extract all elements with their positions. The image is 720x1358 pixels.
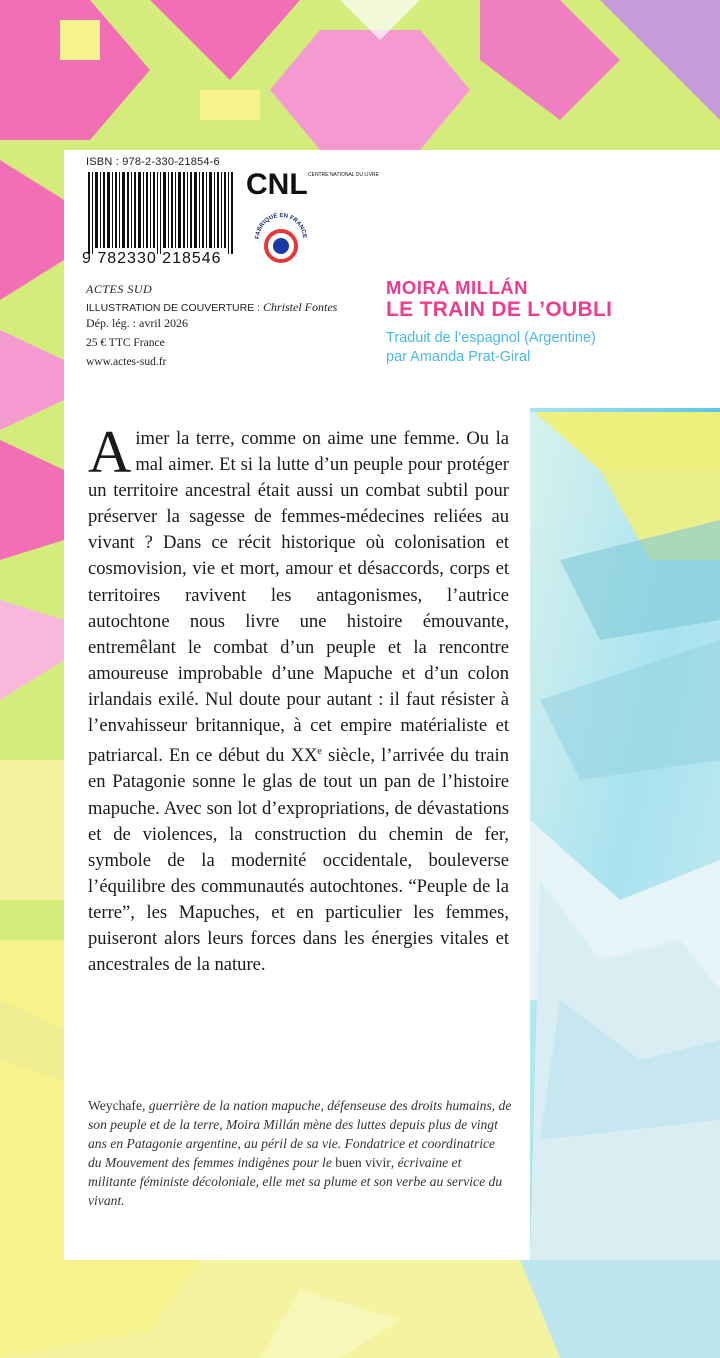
- summary-text-1: imer la terre, comme on aime une femme. Ou la mal aimer. Et si la lutte d’un peuple pour protéger un territoire ancestral était aussi un combat subtil pour préserver la sagesse de femmes-médecines reliées au vivant ? Dans ce récit historique où colonisation et cosmovision, vie et mort, amour et désaccords, corps et territoires ravivent les antagonismes, l’autrice autochtone nous livre une histoire émouvante, entremêlant le combat d’un peuple et la rencontre amoureuse improbable d’une Mapuche et d’un colon irlandais exilé. Nul doute pour autant : il faut résister à l’envahisseur britannique, à cet empire matérialiste et patriarcal. En ce début du: [88, 428, 509, 767]
- price: 25 € TTC France: [86, 337, 165, 349]
- bio-text-2: , guerrière de la nation mapuche, défenseuse des droits humains, de son peuple et de la terre, Moira Millán mène des luttes depuis plus de vingt ans en Patagonie argentine, au péril de sa vie. Fondatrice et coordinatrice du Mouvement des femmes indigènes pour le: [88, 1098, 512, 1171]
- bio-text-4: , écrivaine et militante féministe décoloniale, elle met sa plume et son verbe au service du vivant.: [88, 1155, 503, 1209]
- fabrique-en-france-logo: [250, 208, 312, 270]
- author-bio: [88, 1096, 512, 1211]
- bio-text-1: Weychafe: [88, 1098, 142, 1113]
- illustrator-name: Christel Fontes: [262, 300, 338, 314]
- publisher-name: ACTES SUD: [86, 282, 153, 296]
- century-numeral: XX: [290, 745, 318, 767]
- publisher-website: www.actes-sud.fr: [86, 356, 167, 368]
- translation-note: Traduit de l’espagnol (Argentine): [386, 330, 596, 346]
- translator-name: par Amanda Prat-Giral: [386, 349, 531, 365]
- isbn: ISBN : 978-2-330-21854-6: [86, 156, 220, 168]
- illustration-label: ILLUSTRATION DE COUVERTURE :: [86, 302, 263, 314]
- century-suffix: e: [317, 746, 322, 758]
- bio-text-3: buen vivir: [335, 1155, 391, 1171]
- cover-illustration-credit: [86, 300, 337, 315]
- svg-text:CNL: CNL: [246, 168, 308, 201]
- author-name: MOIRA MILLÁN: [386, 277, 528, 298]
- book-summary: [88, 419, 509, 978]
- cnl-subtitle: CENTRE NATIONAL DU LIVRE: [308, 172, 379, 178]
- legal-deposit: Dép. lég. : avril 2026: [86, 316, 188, 330]
- svg-text:FABRIQUÉ EN FRANCE: FABRIQUÉ EN FRANCE: [254, 212, 308, 240]
- summary-text-2: siècle, l’arrivée du train en Patagonie sonne le glas de tout un pan de l’histoire mapuche. Avec son lot d’expropriations, de dévastations et de violences, la construction du chemin de fer, symbole de la modernité occidentale, bouleverse l’équilibre des communautés autochtones. “Peuple de la terre”, les Mapuches, et en particulier les femmes, puiseront alors leurs forces dans les énergies vitales et ancestrales de la nature.: [88, 745, 509, 976]
- cnl-logo: [246, 164, 379, 204]
- book-title: LE TRAIN DE L’OUBLI: [386, 298, 613, 321]
- barcode-digits: 9 782330 218546: [82, 250, 222, 267]
- drop-cap: A: [88, 419, 132, 485]
